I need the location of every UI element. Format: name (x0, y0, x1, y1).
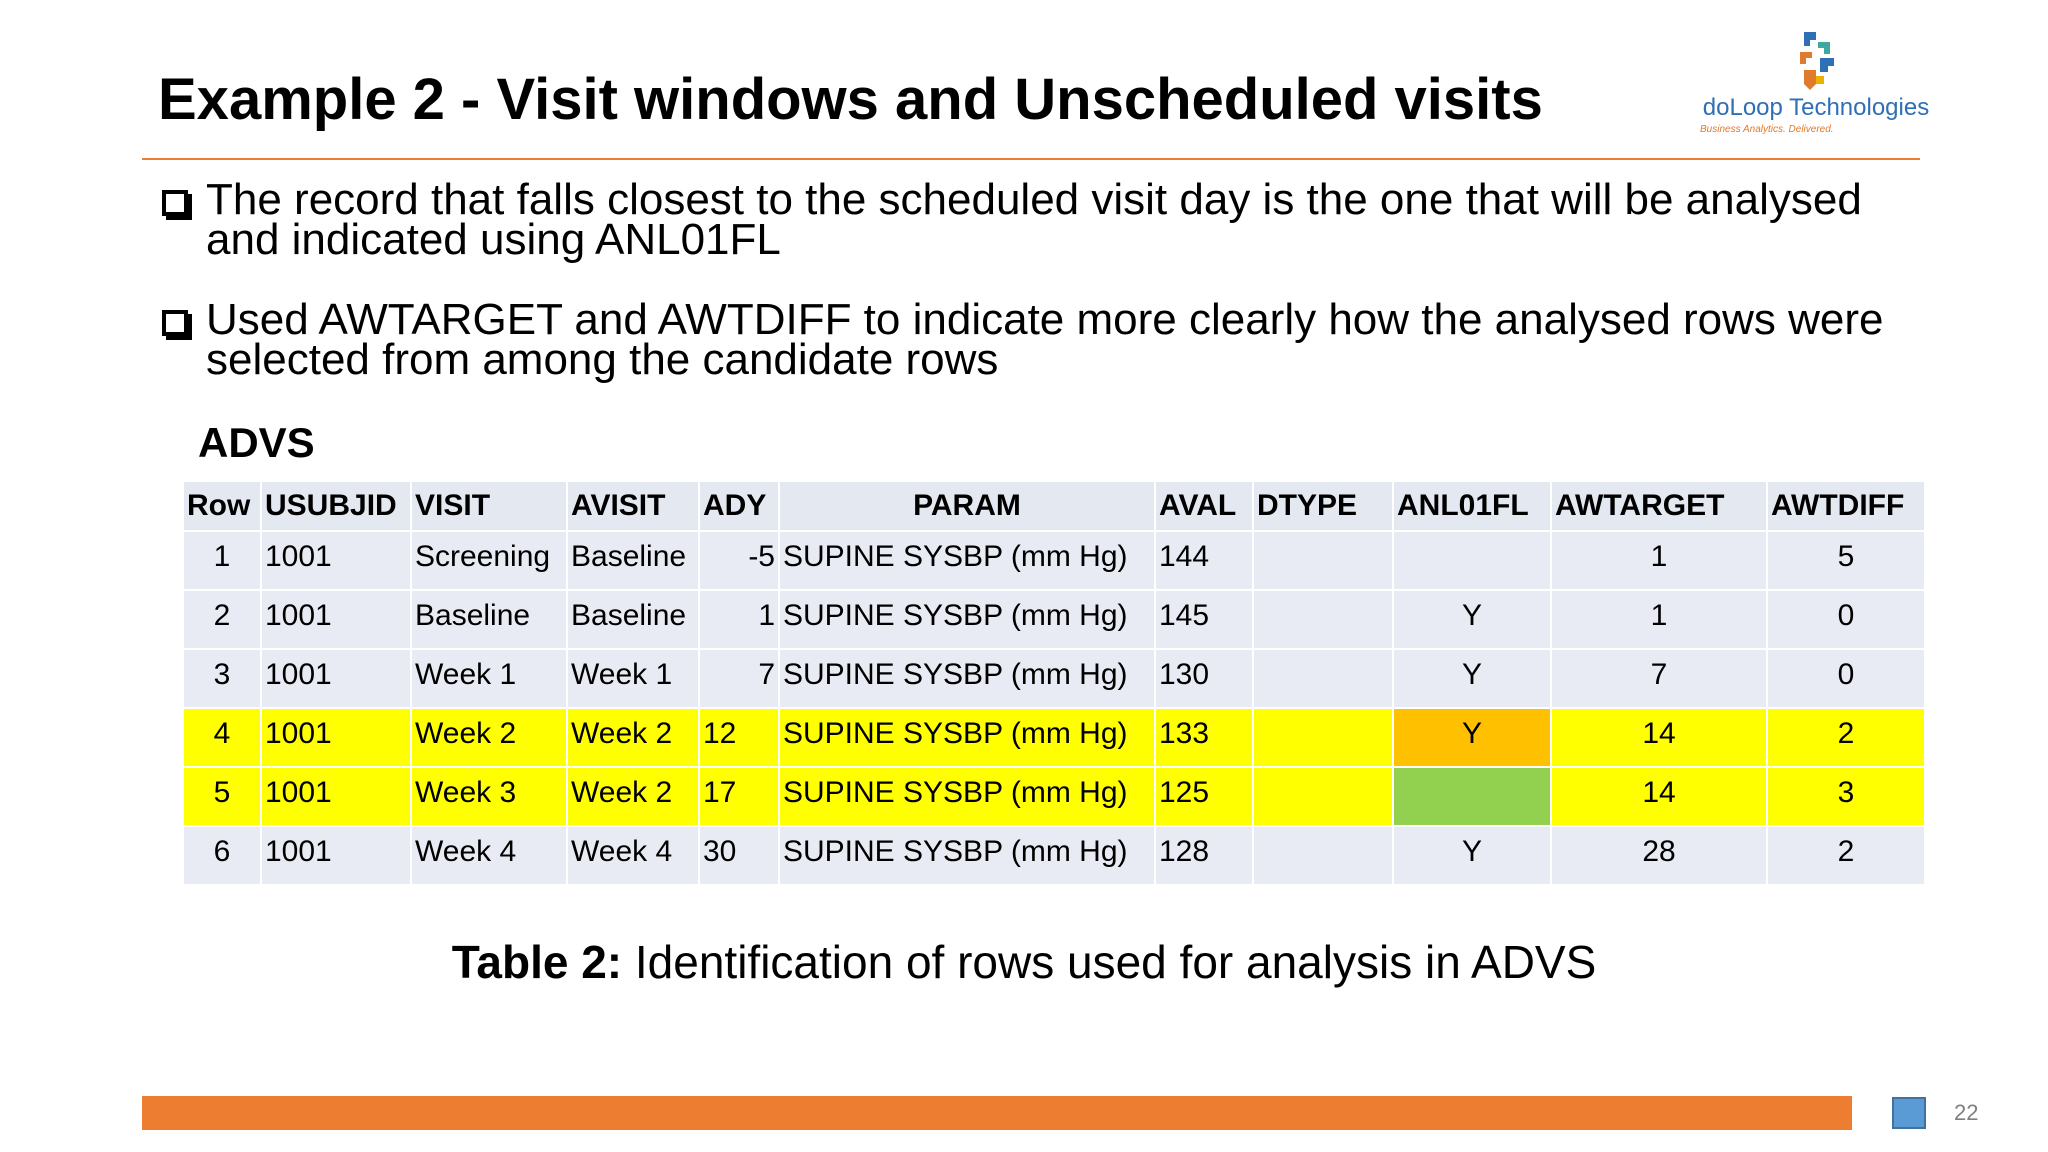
title-divider (142, 158, 1920, 160)
table-row (183, 531, 1925, 590)
anl01fl-flag-cell: Y (1393, 708, 1551, 767)
bullet-item (160, 175, 1940, 264)
table-cell: 5 (183, 767, 261, 826)
column-header: ADY (699, 481, 779, 531)
table-cell: 12 (699, 708, 779, 767)
advs-table (182, 480, 1926, 886)
table-cell: SUPINE SYSBP (mm Hg) (779, 590, 1155, 649)
table-cell: Screening (411, 531, 567, 590)
table-cell: 5 (1767, 531, 1925, 590)
table-cell: 1 (1551, 531, 1767, 590)
table-cell: Y (1393, 649, 1551, 708)
table-cell: 128 (1155, 826, 1253, 885)
table-cell: 3 (183, 649, 261, 708)
table-cell: 7 (1551, 649, 1767, 708)
table-cell: 1001 (261, 649, 411, 708)
bullet-text: The record that falls closest to the scheduled visit day is the one that will be analysed and indicated using ANL01FL (206, 175, 1862, 264)
company-logo (1686, 26, 1946, 142)
table-row (183, 590, 1925, 649)
table-cell: 3 (1767, 767, 1925, 826)
table-cell: 130 (1155, 649, 1253, 708)
table-cell: 0 (1767, 649, 1925, 708)
table-cell: 6 (183, 826, 261, 885)
column-header: DTYPE (1253, 481, 1393, 531)
table-cell: SUPINE SYSBP (mm Hg) (779, 767, 1155, 826)
bullet-text: Used AWTARGET and AWTDIFF to indicate more clearly how the analysed rows were selected from among the candidate rows (206, 295, 1884, 384)
table-cell: 28 (1551, 826, 1767, 885)
logo-company-name: doLoop Technologies (1702, 94, 1930, 121)
checkbox-bullet-icon (162, 190, 188, 216)
table-cell: 1001 (261, 531, 411, 590)
table-cell: SUPINE SYSBP (mm Hg) (779, 708, 1155, 767)
table-cell (1253, 708, 1393, 767)
table-cell: 2 (183, 590, 261, 649)
table-cell: -5 (699, 531, 779, 590)
footer-accent-bar (142, 1096, 1852, 1130)
table-row (183, 649, 1925, 708)
table-cell (1393, 531, 1551, 590)
table-cell: SUPINE SYSBP (mm Hg) (779, 826, 1155, 885)
column-header: ANL01FL (1393, 481, 1551, 531)
table-cell: Week 2 (567, 708, 699, 767)
column-header: AVAL (1155, 481, 1253, 531)
column-header: AWTARGET (1551, 481, 1767, 531)
table-cell: 4 (183, 708, 261, 767)
table-cell: Baseline (411, 590, 567, 649)
table-cell: Week 4 (411, 826, 567, 885)
table-cell: SUPINE SYSBP (mm Hg) (779, 649, 1155, 708)
table-cell (1253, 649, 1393, 708)
table-cell: SUPINE SYSBP (mm Hg) (779, 531, 1155, 590)
table-cell: 1 (1551, 590, 1767, 649)
table-cell: 1001 (261, 826, 411, 885)
logo-tagline: Business Analytics. Delivered. (1700, 124, 1834, 135)
table-cell (1253, 767, 1393, 826)
table-cell: 30 (699, 826, 779, 885)
table-cell: Baseline (567, 531, 699, 590)
table-cell: 145 (1155, 590, 1253, 649)
table-cell: Week 2 (567, 767, 699, 826)
table-cell: 0 (1767, 590, 1925, 649)
table-cell: 14 (1551, 767, 1767, 826)
table-cell: Week 1 (411, 649, 567, 708)
table-row (183, 826, 1925, 885)
table-cell: 1001 (261, 590, 411, 649)
caption-text: Identification of rows used for analysis in ADVS (622, 936, 1597, 988)
table-cell: Week 2 (411, 708, 567, 767)
bullet-item (160, 295, 1940, 384)
table-cell: Week 4 (567, 826, 699, 885)
table-cell: Baseline (567, 590, 699, 649)
checkbox-bullet-icon (162, 310, 188, 336)
table-cell: 125 (1155, 767, 1253, 826)
table-cell: 2 (1767, 826, 1925, 885)
page-number: 22 (1954, 1100, 1979, 1125)
table-cell: 133 (1155, 708, 1253, 767)
table-cell: 14 (1551, 708, 1767, 767)
caption-label: Table 2: (451, 936, 623, 988)
doloop-logo-icon (1790, 28, 1840, 92)
column-header: VISIT (411, 481, 567, 531)
table-label: ADVS (198, 419, 315, 466)
table-row-highlighted (183, 708, 1925, 767)
table-cell: 1001 (261, 767, 411, 826)
table-row-highlighted (183, 767, 1925, 826)
table-cell: 1 (183, 531, 261, 590)
table-cell: Week 1 (567, 649, 699, 708)
column-header: Row (183, 481, 261, 531)
slide-title: Example 2 - Visit windows and Unscheduled visits (158, 67, 1543, 132)
table-cell: 144 (1155, 531, 1253, 590)
table-cell (1253, 590, 1393, 649)
table-caption (0, 934, 2048, 990)
table-cell: 1001 (261, 708, 411, 767)
table-cell (1253, 531, 1393, 590)
column-header: AWTDIFF (1767, 481, 1925, 531)
table-cell: 2 (1767, 708, 1925, 767)
table-header-row (183, 481, 1925, 531)
table-cell: Week 3 (411, 767, 567, 826)
table-cell (1253, 826, 1393, 885)
table-cell: 7 (699, 649, 779, 708)
column-header: USUBJID (261, 481, 411, 531)
column-header: AVISIT (567, 481, 699, 531)
column-header: PARAM (779, 481, 1155, 531)
footer-square-icon (1892, 1097, 1926, 1129)
table-cell: Y (1393, 590, 1551, 649)
table-cell: Y (1393, 826, 1551, 885)
table-cell: 1 (699, 590, 779, 649)
anl01fl-flag-cell (1393, 767, 1551, 826)
bullet-list (160, 175, 1940, 420)
table-cell: 17 (699, 767, 779, 826)
